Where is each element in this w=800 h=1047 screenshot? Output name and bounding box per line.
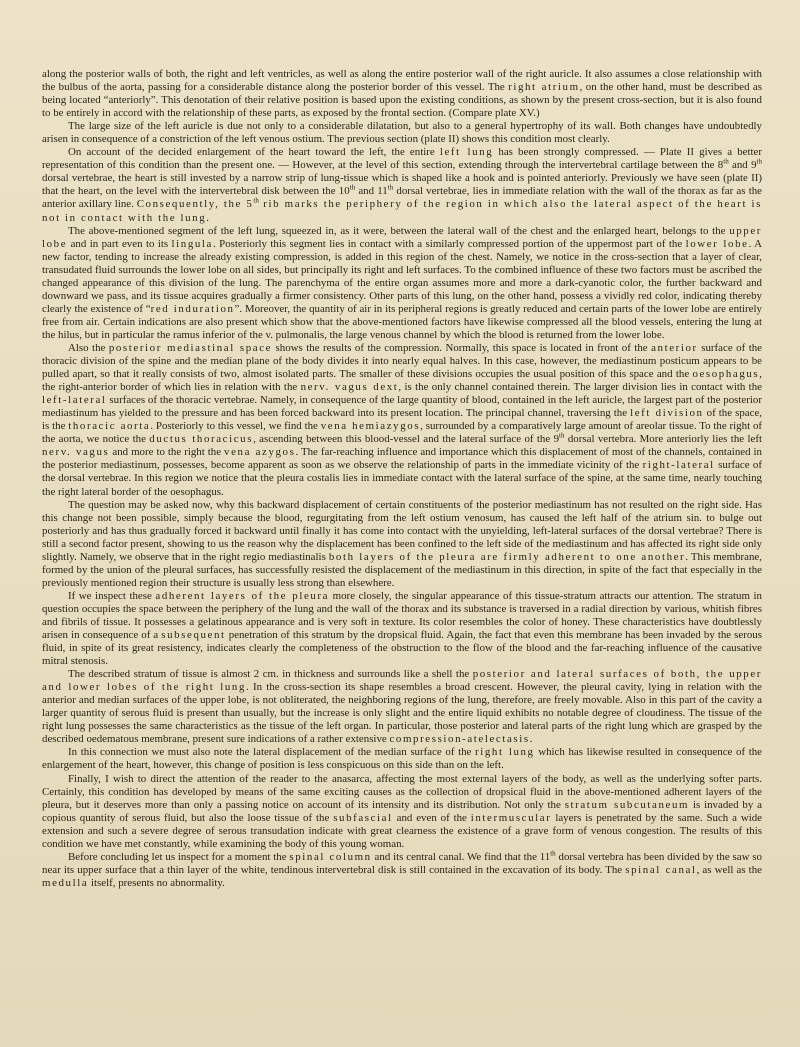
emphasized-text: right-lateral — [642, 459, 715, 472]
text-run: Before concluding let us inspect for a moment the — [68, 850, 290, 863]
text-run: surfaces of the thoracic vertebrae. Namely, in consequence of the large quantity of blood, contained in the left auricle, the largest part of the posterior mediastinum has yielded to the pressure and has been forced backward into its present location. The principal channel, traversing the — [42, 394, 762, 420]
text-run: and its central canal. We find that the 11 — [371, 850, 551, 863]
emphasized-text: Consequently, the 5 — [136, 198, 254, 211]
superscript: th — [550, 849, 556, 858]
text-run: Finally, I wish to direct the attention of the reader to the anasarca, affecting the most external layers of the body, as well as the underlying softer parts. Certainly, this condition has developed by means of the same exciting causes as the collection of dropsical fluid in the above-mentioned adherent layers of the pleura, but it deserves more than only a passing notice on account of its intensity and its distribution. Not only the — [42, 772, 762, 811]
text-run: more closely, the singular appearance of this tissue-stratum attracts our attention. The stratum in question occupies the space between the periphery of the lung and the wall of the thorax and its substance is traversed in a radial direction by various, whitish fibres and fibrils of tissue. It possesses a gelatinous appearance and is very soft in texture. Its color resembles the color of honey. These characteristics have doubtlessly arisen in consequence of a — [42, 589, 762, 642]
emphasized-text: right atrium — [508, 81, 580, 94]
paragraph-p4 — [42, 225, 762, 342]
emphasized-text: vena azygos — [224, 446, 296, 459]
text-run: , on the other hand, must be described as being located “anteriorly”. This denotation of their relative position is based upon the existing conditions, as shown by the present cross-section, but it is also found to be entirely in accord with the relationship of these parts, as exposed by the frontal section. (Compare plate XV.) — [42, 81, 762, 120]
text-run: and more to the right the — [109, 446, 225, 459]
text-run: and 11 — [355, 185, 388, 198]
text-run: and even of the — [392, 811, 471, 824]
paragraph-p1 — [42, 68, 762, 120]
text-run: If we inspect these — [68, 589, 156, 602]
text-run: , as well as the — [696, 863, 762, 876]
emphasized-text: subfascial — [333, 811, 393, 824]
text-run: of the space, is the — [42, 407, 763, 433]
text-run: dorsal vertebrae, lies in immediate relation with the wall of the thorax as far as the anterior axillary line. — [42, 185, 763, 211]
text-run: dorsal vertebra. More anteriorly lies the left — [564, 433, 762, 446]
text-run: In this connection we must also note the lateral displacement of the median surface of the — [68, 746, 476, 759]
emphasized-text: posterior and lateral surfaces of both, the upper and lower lobes of the right lung — [42, 668, 762, 694]
text-run: . This membrane, formed by the union of the pleural surfaces, has successfully resisted the displacement of the mediastinum in this direction, in spite of the fact that especially in the previously mentioned region their structure is usually less strong than elsewhere. — [42, 550, 762, 589]
text-run: has been strongly compressed. — Plate II gives a better representation of this condition than the present one. — However, at the level of this section, extending through the intervertebral cartilage between the 8 — [42, 146, 762, 172]
text-run: The described stratum of tissue is almost 2 cm. in thickness and surrounds like a shell the — [68, 668, 473, 681]
paragraph-p8 — [42, 668, 762, 746]
emphasized-text: ductus thoracicus — [149, 433, 254, 446]
emphasized-text: nerv. vagus dext — [300, 381, 399, 394]
text-run: On account of the decided enlargement of the heart toward the left, the entire — [68, 146, 440, 159]
emphasized-text: rib marks the periphery of the region in which also the lateral aspect of the heart is not in contact with the lung. — [42, 198, 762, 224]
text-run: The above-mentioned segment of the left lung, squeezed in, as it were, between the lateral wall of the chest and the enlarged heart, belongs to the — [68, 224, 730, 237]
paragraph-p6 — [42, 499, 762, 590]
text-run: along the posterior walls of both, the right and left ventricles, as well as along the entire posterior wall of the right auricle. It also assumes a close relationship with the bulbus of the aorta, passing for a considerable distance along the posterior border of this vessel. The — [42, 68, 762, 94]
body-text — [42, 68, 762, 890]
text-run: . In the cross-section its shape resembles a broad crescent. However, the pleural cavity, lying in relation with the anterior and median surfaces of the upper lobe, is not obliterated, the neighboring regions of the lung, therefore, are freely movable. Also in this part of the cavity a larger quantity of serous fluid is present than usually, but the increase is only slight and the entire liquid exhibits no notable degree of cloudiness. The tissue of the right lung possesses the same characteristics as the tissue of the left organ. In particular, those posterior and lateral parts of the right lung which are grasped by the described oedematous membrane, present sure indications of a rather extensive — [42, 681, 763, 746]
superscript: th — [387, 183, 394, 192]
emphasized-text: stratum subcutaneum — [564, 798, 690, 811]
emphasized-text: compression-atelectasis — [389, 733, 530, 746]
emphasized-text: both layers of the pleura are firmly adherent to one another — [328, 550, 686, 563]
text-run: which has likewise resulted in consequence of the enlargement of the heart, however, this change of position is less conspicuous on this side than on the left. — [42, 746, 762, 772]
superscript: th — [756, 157, 762, 166]
text-run: dorsal vertebrae, the heart is still invested by a narrow strip of lung-tissue which is shaped like a hook and is pointed anteriorly. Previously we have seen (plate II) that the heart, on the level with the intervertebral disk between the 10 — [42, 172, 762, 198]
text-run: Also the — [68, 341, 109, 354]
emphasized-text: red induration — [150, 302, 235, 315]
paragraph-p3 — [42, 146, 762, 224]
superscript: th — [723, 157, 729, 166]
text-run: penetration of this stratum by the dropsical fluid. Again, the fact that even this membrane has been invaded by the serous fluid, in spite of its great resistency, indicates clearly the completeness of the obstruction to the flow of the blood and the far-reaching influence of the causative mitral stenosis. — [42, 629, 762, 668]
text-run: , is the only channel contained therein. The larger division lies in contact with the — [398, 381, 762, 394]
text-run: . Posteriorly this segment lies in contact with a similarly compressed portion of the uppermost part of the — [213, 237, 686, 250]
emphasized-text: medulla — [42, 876, 89, 889]
emphasized-text: left lung — [439, 146, 494, 159]
paragraph-p2 — [42, 120, 762, 146]
superscript: th — [559, 431, 565, 440]
text-run: , surrounded by a comparatively large amount of areolar tissue. To the right of the aorta, we notice the — [42, 420, 763, 446]
paragraph-p11 — [42, 851, 762, 890]
text-run: . — [529, 733, 533, 746]
text-run: . Posteriorly to this vessel, we find the — [150, 420, 321, 433]
emphasized-text: spinal column — [289, 850, 372, 863]
text-run: ”. Moreover, the quantity of air in its peripheral regions is greatly reduced and certain parts of the lower lobe are entirely free from air. Certain indications are also present which show that the above-mentioned factors have likewise compressed all the blood vessels, entering the lung at the hilus, but in particular the ramus inferior of the v. pulmonalis, the large venous channel by which the blood is returned from the lower lobe. — [42, 302, 762, 341]
text-run: and 9 — [728, 159, 757, 172]
text-run: . The far-reaching influence and importance which this displacement of most of the channels, contained in the posterior mediastinum, possesses, become apparent as soon as we observe the relationship of parts in the immediate vicinity of the — [42, 446, 762, 472]
emphasized-text: left division — [630, 407, 704, 420]
text-run: and in part even to its — [67, 237, 172, 250]
emphasized-text: subsequent — [161, 629, 226, 642]
emphasized-text: vena hemiazygos — [320, 420, 421, 433]
superscript: th — [253, 196, 259, 205]
text-run: shows the results of the compression. Normally, this space is located in front of the — [272, 341, 652, 354]
emphasized-text: right lung — [475, 746, 535, 759]
paragraph-p9 — [42, 746, 762, 772]
text-run: layers is penetrated by the same. Such a wide extension and such a severe degree of serous transudation indicate with great clearness the existence of a grave form of venous congestion. The results of this condition we have met constantly, while examining the body of this young woman. — [42, 811, 763, 850]
emphasized-text: nerv. vagus — [42, 446, 110, 459]
emphasized-text: spinal canal — [625, 863, 697, 876]
paragraph-p7 — [42, 590, 762, 668]
text-run: surface of the thoracic division of the spine and the median plane of the body divides it into nearly equal halves. In this case, however, the mediastinum posticum appears to be pulled apart, so that it really consists of two, almost isolated parts. The smaller of these divisions occupies the usual position of this space and the — [42, 341, 763, 381]
text-run: dorsal vertebra has been divided by the saw so near its upper surface that a thin layer of the white, tendinous intervertebral disk is still contained in the excavation of its body. The — [42, 850, 762, 876]
emphasized-text: thoracic aorta — [68, 420, 151, 433]
emphasized-text: posterior mediastinal space — [108, 341, 273, 354]
text-run: The large size of the left auricle is due not only to a considerable dilatation, but also to a general hypertrophy of its wall. Both changes have undoubtedly arisen in consequence of a constriction of the left venous ostium. The previous section (plate II) shows this condition most clearly. — [42, 120, 762, 146]
superscript: th — [349, 183, 356, 192]
emphasized-text: anterior — [651, 341, 698, 354]
text-run: . A new factor, tending to increase the already existing compression, is added in this region of the chest. Namely, we notice in the cross-section that a layer of clear, transudated fluid surrounds the lower lobe on all sides, but principally its right and left surfaces. To the combined influence of these two factors must be ascribed the changed appearance of this division of the lung. The parenchyma of the entire organ assumes more and more a dark-cyanotic color, the further backward and downward we pass, and its tissue acquires gradually a firmer consistency. Other parts of this lung, on the other hand, possess a vividly red color, indicating thereby clearly the existence of “ — [42, 237, 762, 315]
text-run: , ascending between this blood-vessel and the lateral surface of the 9 — [253, 433, 560, 446]
emphasized-text: left-lateral — [42, 394, 107, 407]
emphasized-text: lower lobe — [685, 237, 749, 250]
emphasized-text: adherent layers of the pleura — [155, 589, 330, 602]
text-run: itself, presents no abnormality. — [88, 876, 225, 889]
emphasized-text: upper lobe — [42, 224, 762, 250]
text-run: , the right-anterior border of which lies in relation with the — [42, 368, 762, 394]
paragraph-p5 — [42, 342, 762, 499]
emphasized-text: lingula — [171, 237, 213, 250]
paragraph-p10 — [42, 773, 762, 851]
text-run: is invaded by a copious quantity of serous fluid, but also the loose tissue of the — [42, 798, 763, 824]
text-run: surface of the dorsal vertebrae. In this region we notice that the pleura costalis lies in immediate contact with the lateral surface of the spine, at the same time, nearly touching the right lateral border of the oesophagus. — [42, 459, 762, 498]
text-run: The question may be asked now, why this backward displacement of certain constituents of the posterior mediastinum has not resulted on the right side. Has this change not been possible, simply because the blood, regurgitating from the left ostium venosum, has caused the left half of the atrium sin. to bulge out posteriorly and has thus gradually forced it backward until finally it has come into contact with the unyielding, left-lateral surfaces of the dorsal vertebrae? There is still a second factor present, showing to us the reason why the displacement has been confined to the left side of the mediastinum and has affected its right side only slightly. Namely, we observe that in the right regio mediastinalis — [42, 498, 762, 563]
emphasized-text: intermuscular — [470, 811, 552, 824]
emphasized-text: oesophagus — [692, 368, 760, 381]
